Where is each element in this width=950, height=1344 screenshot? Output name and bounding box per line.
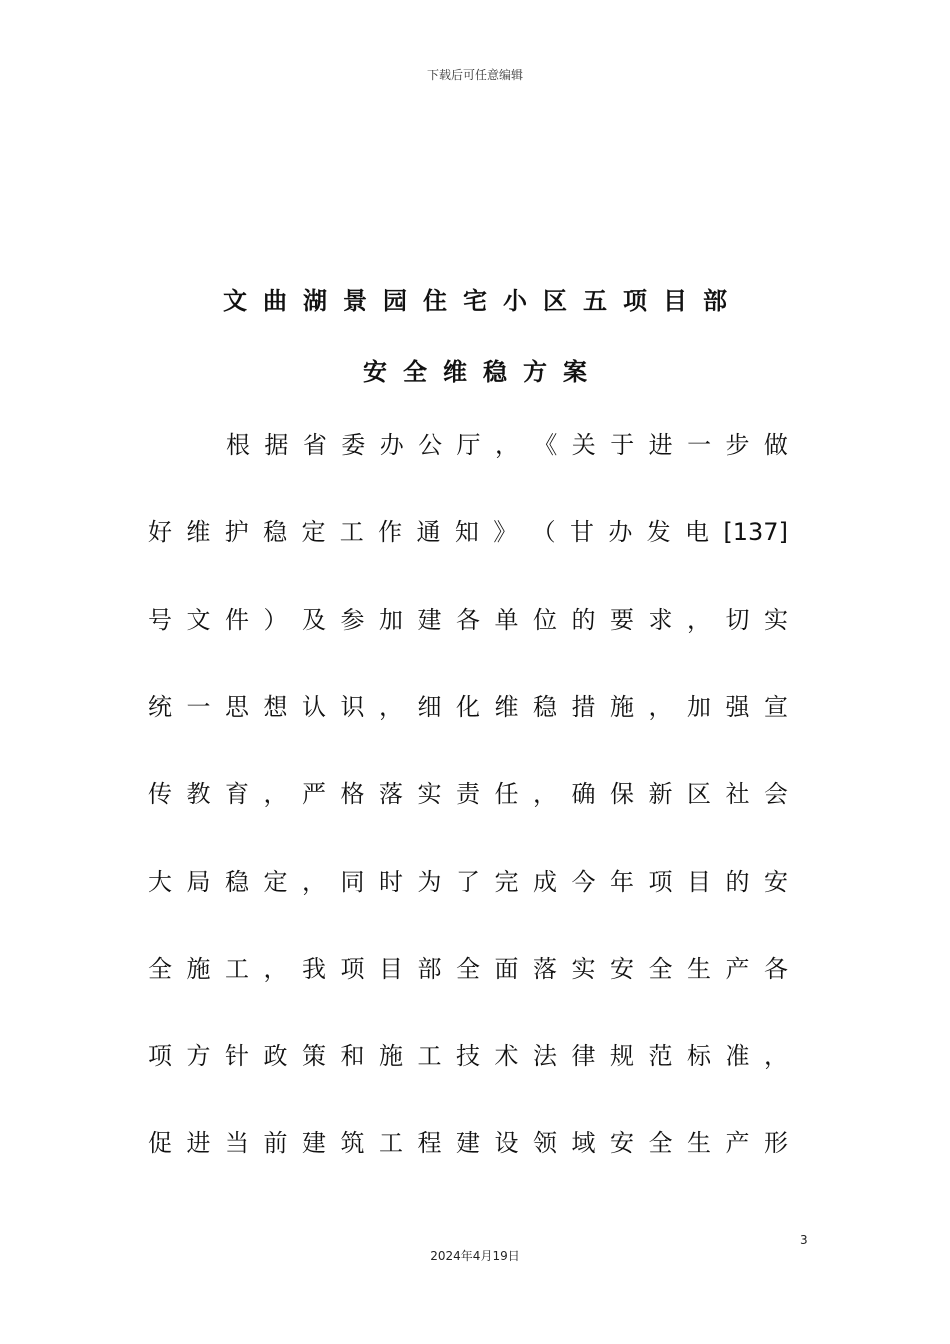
body-char: 同 <box>340 867 365 896</box>
body-char: 促 <box>148 1129 172 1158</box>
body-char: 针 <box>225 1042 249 1071</box>
body-char: 施 <box>186 954 211 983</box>
body-char: 新 <box>648 780 673 809</box>
body-char: 实 <box>764 605 788 634</box>
page-footer-date: 2024年4月19日 <box>430 1249 520 1263</box>
body-char: 年 <box>610 867 634 896</box>
body-line <box>148 952 788 986</box>
body-char: 甘 <box>569 518 594 547</box>
body-char: 术 <box>494 1042 519 1071</box>
body-char: 公 <box>418 431 443 459</box>
body-char: 完 <box>494 867 519 896</box>
body-line <box>148 690 788 724</box>
body-char: 安 <box>610 954 634 983</box>
body-char: ， <box>687 605 711 634</box>
page-header-note: 下载后可任意编辑 <box>426 68 523 82</box>
body-char: 落 <box>379 780 403 809</box>
body-char: 成 <box>533 867 557 896</box>
document-title-line-1: 文曲湖景园住宅小区五项目部 <box>223 287 743 315</box>
body-line <box>148 603 788 637</box>
body-char: 政 <box>263 1042 288 1071</box>
body-char: 策 <box>302 1042 326 1071</box>
body-char: 细 <box>417 692 442 721</box>
body-char: 生 <box>687 954 711 983</box>
body-char: 办 <box>379 431 404 459</box>
body-char: 文 <box>186 605 211 634</box>
body-char: 加 <box>687 692 711 721</box>
body-char: 全 <box>648 1129 673 1158</box>
body-char: 厅 <box>456 431 481 459</box>
body-char: 于 <box>610 431 635 459</box>
body-char: 法 <box>533 1042 557 1071</box>
body-char: 范 <box>648 1042 673 1071</box>
body-char: 我 <box>302 954 326 983</box>
body-char: 发 <box>646 518 671 547</box>
body-char: 生 <box>687 1129 711 1158</box>
body-char: 了 <box>456 867 480 896</box>
body-char: 宣 <box>764 692 788 721</box>
body-line <box>148 777 788 811</box>
body-char: 进 <box>186 1129 211 1158</box>
body-char: 稳 <box>263 518 288 547</box>
body-char: 实 <box>571 954 596 983</box>
body-char: 定 <box>263 867 288 896</box>
body-char: 步 <box>725 431 750 459</box>
body-char: 实 <box>417 780 442 809</box>
body-char: 全 <box>648 954 673 983</box>
page-number: 3 <box>800 1233 808 1247</box>
body-char: 件 <box>225 605 249 634</box>
body-char: 强 <box>725 692 750 721</box>
body-char: 省 <box>302 431 327 459</box>
body-char: 建 <box>302 1129 326 1158</box>
body-char: 设 <box>494 1129 519 1158</box>
body-char: 严 <box>302 780 326 809</box>
body-char: 前 <box>263 1129 288 1158</box>
body-char: 切 <box>725 605 750 634</box>
body-char: 工 <box>417 1042 442 1071</box>
body-char: 确 <box>571 780 596 809</box>
body-char: 标 <box>687 1042 711 1071</box>
body-char: 认 <box>302 692 326 721</box>
body-char: 的 <box>571 605 596 634</box>
body-char: 责 <box>456 780 480 809</box>
body-char: 目 <box>379 954 403 983</box>
body-line <box>148 515 788 549</box>
body-char: 形 <box>764 1129 788 1158</box>
body-char: 局 <box>186 867 211 896</box>
body-char: ） <box>263 605 288 634</box>
body-char: ， <box>263 780 288 809</box>
body-char: 稳 <box>225 867 249 896</box>
body-char: 各 <box>456 605 480 634</box>
body-char: 领 <box>533 1129 557 1158</box>
body-char: 护 <box>224 518 249 547</box>
body-char: 和 <box>340 1042 365 1071</box>
body-char: 单 <box>494 605 519 634</box>
body-char: 知 <box>454 518 479 547</box>
body-char: 当 <box>225 1129 249 1158</box>
body-char: 准 <box>725 1042 750 1071</box>
body-char: 产 <box>725 1129 750 1158</box>
body-char: ， <box>379 692 403 721</box>
body-char: 保 <box>610 780 634 809</box>
body-char: 求 <box>648 605 673 634</box>
body-char: 办 <box>608 518 633 547</box>
body-char: 工 <box>339 518 364 547</box>
body-char: 落 <box>533 954 557 983</box>
body-char: 面 <box>494 954 519 983</box>
body-char: 规 <box>610 1042 634 1071</box>
body-char: 产 <box>725 954 750 983</box>
body-char: 》 <box>493 518 518 547</box>
body-char: 筑 <box>340 1129 365 1158</box>
body-char: 委 <box>341 431 366 459</box>
body-char: 为 <box>417 867 442 896</box>
body-line <box>148 1039 788 1073</box>
body-char: 律 <box>571 1042 596 1071</box>
body-char: 区 <box>687 780 711 809</box>
body-char: 据 <box>264 431 289 459</box>
body-char: 时 <box>379 867 403 896</box>
body-char: 部 <box>417 954 442 983</box>
body-char: 统 <box>148 692 172 721</box>
body-char: 育 <box>225 780 249 809</box>
body-char: ， <box>533 780 557 809</box>
body-char: 好 <box>148 518 172 547</box>
body-char: 今 <box>571 867 596 896</box>
body-line <box>148 1126 788 1160</box>
body-char: 定 <box>301 518 326 547</box>
body-char: 《 <box>533 431 558 459</box>
body-char: 项 <box>148 1042 172 1071</box>
body-char: 会 <box>764 780 788 809</box>
body-char: ， <box>494 431 519 459</box>
body-char: 任 <box>494 780 519 809</box>
body-char: 及 <box>302 605 326 634</box>
body-char: 加 <box>379 605 403 634</box>
body-char: 施 <box>379 1042 403 1071</box>
body-char: 思 <box>225 692 249 721</box>
body-char: 一 <box>186 692 211 721</box>
body-char: 识 <box>340 692 365 721</box>
body-char: 全 <box>148 954 172 983</box>
body-char: 工 <box>225 954 249 983</box>
body-char: 各 <box>764 954 788 983</box>
body-char: 安 <box>610 1129 634 1158</box>
body-char: 一 <box>687 431 712 459</box>
body-char: ， <box>263 954 288 983</box>
body-char: 施 <box>610 692 634 721</box>
body-char: 化 <box>456 692 480 721</box>
body-char: 大 <box>148 867 172 896</box>
body-char: [137] <box>723 518 788 547</box>
body-char: 要 <box>610 605 634 634</box>
body-char: 教 <box>186 780 211 809</box>
body-char: 建 <box>417 605 442 634</box>
body-char: 传 <box>148 780 172 809</box>
body-char: 措 <box>571 692 596 721</box>
body-char: （ <box>531 518 556 547</box>
body-char: 方 <box>186 1042 211 1071</box>
body-char: 通 <box>416 518 441 547</box>
body-char: 工 <box>379 1129 403 1158</box>
body-char: 的 <box>725 867 750 896</box>
body-char: 进 <box>648 431 673 459</box>
body-char: 域 <box>571 1129 596 1158</box>
body-char: 号 <box>148 605 172 634</box>
body-char: 维 <box>186 518 211 547</box>
body-char: 建 <box>456 1129 480 1158</box>
body-char: 程 <box>417 1129 442 1158</box>
body-char: 维 <box>494 692 519 721</box>
body-char: ， <box>764 1042 788 1071</box>
body-char: 目 <box>687 867 711 896</box>
body-char: 电 <box>685 518 710 547</box>
body-line <box>226 428 788 462</box>
body-char: ， <box>302 867 326 896</box>
body-char: 项 <box>648 867 673 896</box>
body-char: 技 <box>456 1042 480 1071</box>
body-char: 稳 <box>533 692 557 721</box>
body-char: 社 <box>725 780 750 809</box>
document-title-line-2: 安全维稳方案 <box>363 358 603 386</box>
body-char: 安 <box>764 867 788 896</box>
body-char: ， <box>648 692 673 721</box>
body-char: 参 <box>340 605 365 634</box>
body-char: 想 <box>263 692 288 721</box>
body-char: 根 <box>226 431 250 459</box>
body-char: 项 <box>340 954 365 983</box>
body-line <box>148 865 788 899</box>
body-char: 位 <box>533 605 557 634</box>
body-char: 全 <box>456 954 480 983</box>
body-char: 做 <box>763 431 788 459</box>
body-char: 作 <box>378 518 403 547</box>
body-char: 格 <box>340 780 365 809</box>
body-char: 关 <box>571 431 596 459</box>
